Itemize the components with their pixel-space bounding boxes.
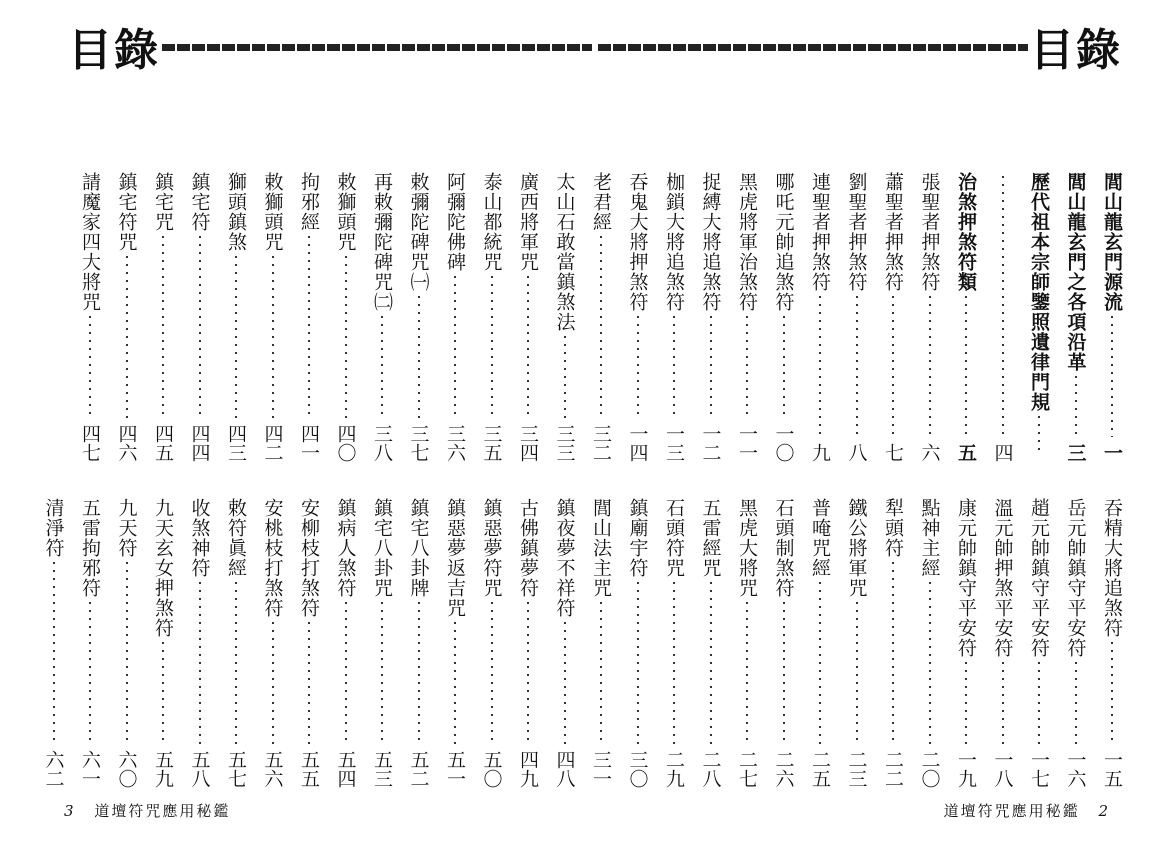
toc-entry-page: 四〇 (334, 424, 357, 462)
toc-entry-title: 安柳枝打煞符 (298, 498, 320, 618)
toc-entry-page: 一五 (1101, 750, 1123, 788)
toc-entry-page: 一七 (1028, 750, 1050, 788)
toc-entry (188, 498, 212, 788)
toc-entry-page: 一九 (955, 750, 977, 788)
toc-entry-title: 鐵公將軍咒 (845, 498, 868, 598)
toc-entry-page: 四五 (152, 424, 174, 462)
toc-entry-title: 鎮宅八卦咒 (371, 498, 393, 598)
dot-leader (126, 562, 128, 744)
dot-leader (746, 316, 748, 418)
dot-leader (673, 316, 675, 418)
toc-entry (407, 172, 431, 462)
toc-entry (772, 172, 796, 462)
toc-entry (115, 172, 139, 462)
dot-leader (1002, 662, 1004, 744)
toc-entry-page: 六一 (79, 750, 101, 788)
dot-leader (965, 296, 967, 437)
toc-entry-page: 四九 (517, 750, 539, 788)
toc-entry-page: 三〇 (626, 750, 649, 788)
dot-leader (673, 582, 675, 744)
dot-leader (345, 256, 347, 418)
toc-entry-title: 閭山龍玄門源流 (1101, 172, 1123, 312)
dot-leader (381, 316, 383, 418)
toc-entry (954, 498, 978, 788)
toc-entry-title: 石頭制煞符 (772, 498, 795, 598)
dot-leader (418, 296, 420, 418)
title-rule-right (598, 44, 1028, 51)
dot-leader (162, 642, 164, 744)
toc-entry (772, 498, 796, 788)
toc-entry-page: 一〇 (772, 424, 795, 462)
dot-leader (819, 582, 821, 744)
toc-entry-title: 鎮病人煞符 (334, 498, 357, 598)
toc-entry-title: 九天符 (115, 498, 138, 558)
footer-left (52, 800, 230, 821)
toc-entry (991, 172, 1015, 462)
toc-entry (589, 172, 613, 462)
toc-entry (42, 498, 66, 788)
toc-entry (297, 172, 321, 462)
toc-entry-page: 一六 (1064, 750, 1087, 788)
toc-entry-page: 八 (845, 443, 868, 462)
toc-entry-title: 普唵咒經 (809, 498, 831, 578)
toc-entry-page: 四八 (553, 750, 576, 788)
toc-entry (735, 172, 759, 462)
toc-entry (662, 172, 686, 462)
toc-entry-page: 五三 (371, 750, 393, 788)
dot-leader (235, 256, 237, 418)
dot-leader (564, 622, 566, 744)
toc-entry (224, 172, 248, 462)
toc-entry-page: 一三 (663, 424, 685, 462)
toc-entry-page: 五 (955, 443, 977, 462)
toc-entry-page: 一二 (699, 424, 722, 462)
dot-leader (1111, 316, 1113, 437)
toc-entry-title: 吞精大將追煞符 (1101, 498, 1123, 638)
toc-entry (662, 498, 686, 788)
toc-entry (626, 172, 650, 462)
toc-entry-page: 五八 (188, 750, 211, 788)
toc-entry-title: 收煞神符 (188, 498, 211, 578)
toc-entry-page: 六 (918, 443, 941, 462)
toc-entry-page: 三二 (590, 424, 612, 462)
toc-entry (881, 498, 905, 788)
toc-entry-title: 捉縛大將追煞符 (699, 172, 722, 312)
toc-entry-page: 二〇 (918, 750, 941, 788)
toc-entry (918, 498, 942, 788)
toc-entry (334, 498, 358, 788)
book-title-left: 道壇符咒應用秘鑑 (94, 802, 231, 820)
toc-entry-page: 五七 (225, 750, 247, 788)
toc-entry (188, 172, 212, 462)
toc-entry-title: 歷代祖本宗師鑒照遺律門規 (1028, 172, 1050, 412)
dot-leader (856, 602, 858, 744)
toc-entry-page: 五六 (261, 750, 284, 788)
toc-entry-title: 劉聖者押煞符 (845, 172, 868, 292)
toc-entry-title: 趙元帥鎮守平安符 (1028, 498, 1050, 658)
toc-entry-page: 一八 (991, 750, 1014, 788)
toc-entry-title: 鎮宅符咒 (115, 172, 138, 252)
toc-entry-title: 古佛鎮夢符 (517, 498, 539, 598)
toc-entry (626, 498, 650, 788)
toc-entry-page: 三五 (480, 424, 503, 462)
title-rule-left (162, 44, 592, 51)
toc-entry (845, 498, 869, 788)
toc-entry-title: 敕符眞經 (225, 498, 247, 578)
toc-entry-page: 三 (1064, 443, 1087, 462)
toc-entry-title: 再敕彌陀碑咒㈡ (371, 172, 393, 312)
toc-entry-page: 一一 (736, 424, 758, 462)
toc-entry-page: 一四 (626, 424, 649, 462)
dot-leader (1002, 176, 1004, 437)
toc-entry-page: 二二 (882, 750, 904, 788)
dot-leader (491, 602, 493, 744)
toc-entry (261, 172, 285, 462)
toc-entry-page: 三六 (444, 424, 466, 462)
dot-leader (892, 296, 894, 437)
toc-entry-title: 太山石敢當鎮煞法 (553, 172, 576, 332)
toc-entry (1064, 172, 1088, 462)
dot-leader (89, 316, 91, 418)
dot-leader (345, 602, 347, 744)
page-number-right: 2 (1098, 802, 1110, 820)
dot-leader (381, 602, 383, 744)
toc-entry-title: 鎮夜夢不祥符 (553, 498, 576, 618)
toc-entry (991, 498, 1015, 788)
toc-entry-page: 五二 (407, 750, 430, 788)
toc-entry-page: 五一 (444, 750, 466, 788)
dot-leader (235, 582, 237, 744)
toc-entry-title: 溫元帥押煞平安符 (991, 498, 1014, 658)
dot-leader (126, 256, 128, 418)
toc-entry (845, 172, 869, 462)
toc-entry (78, 172, 102, 462)
dot-leader (162, 236, 164, 418)
toc-entry-page: 三三 (553, 424, 576, 462)
toc-entry-page: 七 (882, 443, 904, 462)
toc-entry-title: 五雷經咒 (699, 498, 722, 578)
toc-entry (297, 498, 321, 788)
toc-entry-title: 阿彌陀佛碑 (444, 172, 466, 272)
toc-entry-title: 廣西將軍咒 (517, 172, 539, 272)
footer-right (944, 800, 1122, 821)
dot-leader (1075, 376, 1077, 437)
toc-entry (480, 498, 504, 788)
toc-entry-title: 點神主經 (918, 498, 941, 578)
toc-entry-title: 石頭符咒 (663, 498, 685, 578)
dot-leader (892, 562, 894, 744)
toc-entry-title: 蕭聖者押煞符 (882, 172, 904, 292)
dot-leader (1038, 662, 1040, 744)
toc-entry (370, 172, 394, 462)
toc-entry-title: 岳元帥鎮守平安符 (1064, 498, 1087, 658)
dot-leader (199, 236, 201, 418)
toc-entry-title: 安桃枝打煞符 (261, 498, 284, 618)
toc-entry-title: 五雷拘邪符 (79, 498, 101, 598)
dot-leader (929, 582, 931, 744)
toc-entry-title: 哪吒元帥追煞符 (772, 172, 795, 312)
toc-entry-page: 五九 (152, 750, 174, 788)
toc-entry (115, 498, 139, 788)
toc-entry (1027, 172, 1051, 462)
toc-entry (151, 498, 175, 788)
dot-leader (1038, 416, 1040, 456)
toc-entry (735, 498, 759, 788)
toc-entry (516, 172, 540, 462)
toc-entry-title: 敕獅頭咒 (261, 172, 284, 252)
toc-entry-title: 鎮惡夢符咒 (480, 498, 503, 598)
toc-entry-title: 康元帥鎮守平安符 (955, 498, 977, 658)
toc-entry-title: 犁頭符 (882, 498, 904, 558)
toc-entry (151, 172, 175, 462)
dot-leader (929, 296, 931, 437)
toc-entry-page: 四三 (225, 424, 247, 462)
toc-entry-page: 一 (1101, 443, 1123, 462)
toc-entry (224, 498, 248, 788)
toc-entry-title: 九天玄女押煞符 (152, 498, 174, 638)
page-number-left: 3 (64, 802, 76, 820)
dot-leader (418, 602, 420, 744)
toc-entry (78, 498, 102, 788)
toc-entry (516, 498, 540, 788)
toc-entry (1100, 498, 1124, 788)
page-title-right: 目錄 (1030, 25, 1122, 76)
toc-entry-page: 五四 (334, 750, 357, 788)
toc-entry-title: 張聖者押煞符 (918, 172, 941, 292)
toc-entry-page: 四四 (188, 424, 211, 462)
dot-leader (965, 662, 967, 744)
toc-entry-title: 老君經 (590, 172, 612, 232)
toc-entry (407, 498, 431, 788)
toc-entry (334, 172, 358, 462)
dot-leader (710, 582, 712, 744)
toc-entry-page: 六〇 (115, 750, 138, 788)
toc-entry-title: 鎮宅八卦牌 (407, 498, 430, 598)
page-title-left: 目錄 (68, 25, 160, 76)
toc-entry-title: 鎮宅咒 (152, 172, 174, 232)
toc-entry (918, 172, 942, 462)
toc-entry-title: 黑虎將軍治煞符 (736, 172, 758, 312)
toc-entry-page: 二八 (699, 750, 722, 788)
dot-leader (819, 296, 821, 437)
toc-entry-title: 鎮宅符 (188, 172, 211, 232)
dot-leader (637, 316, 639, 418)
dot-leader (856, 296, 858, 437)
toc-entry (553, 498, 577, 788)
toc-entry-page: 二五 (809, 750, 831, 788)
dot-leader (783, 316, 785, 418)
toc-entry-title: 拘邪經 (298, 172, 320, 232)
dot-leader (308, 622, 310, 744)
toc-entry-page: 四一 (298, 424, 320, 462)
toc-entry-page: 二七 (736, 750, 758, 788)
dot-leader (491, 276, 493, 418)
toc-entry-page: 二六 (772, 750, 795, 788)
dot-leader (454, 622, 456, 744)
dot-leader (308, 236, 310, 418)
toc-entry (1100, 172, 1124, 462)
toc-entry-page: 三一 (590, 750, 612, 788)
toc-entry-page: 四二 (261, 424, 284, 462)
toc-entry (954, 172, 978, 462)
toc-entry-title: 泰山都統咒 (480, 172, 503, 272)
dot-leader (1111, 642, 1113, 744)
toc-entry-page: 五〇 (480, 750, 503, 788)
dot-leader (53, 562, 55, 744)
toc-entry-title: 請魔家四大將咒 (79, 172, 101, 312)
toc-entry-page: 二三 (845, 750, 868, 788)
toc-entry-title: 閭山法主咒 (590, 498, 612, 598)
toc-entry (370, 498, 394, 788)
toc-entry (881, 172, 905, 462)
toc-entry-title: 清淨符 (42, 498, 65, 558)
toc-entry-page: 九 (809, 443, 831, 462)
toc-entry-page: 三八 (371, 424, 393, 462)
toc-entry (480, 172, 504, 462)
toc-entry-title: 獅頭鎮煞 (225, 172, 247, 252)
toc-entry (261, 498, 285, 788)
dot-leader (272, 256, 274, 418)
toc-entry-title: 敕彌陀碑咒㈠ (407, 172, 430, 292)
toc-entry-title: 敕獅頭咒 (334, 172, 357, 252)
toc-entry (443, 498, 467, 788)
toc-entry (808, 172, 832, 462)
toc-entry-title: 鎮惡夢返吉咒 (444, 498, 466, 618)
toc-entry (699, 498, 723, 788)
toc-entry (1064, 498, 1088, 788)
toc-entry (553, 172, 577, 462)
dot-leader (600, 602, 602, 744)
toc-entry-page: 四 (991, 443, 1014, 462)
toc-entry-page: 四六 (115, 424, 138, 462)
toc-entry-title: 閭山龍玄門之各項沿革 (1064, 172, 1087, 372)
dot-leader (564, 336, 566, 418)
toc-entry-page: 四七 (79, 424, 101, 462)
toc-entry-title: 治煞押煞符類 (955, 172, 977, 292)
dot-leader (710, 316, 712, 418)
dot-leader (199, 582, 201, 744)
dot-leader (89, 602, 91, 744)
toc-entry-page: 二九 (663, 750, 685, 788)
toc-entry-title: 吞鬼大將押煞符 (626, 172, 649, 312)
toc-entry-page: 三七 (407, 424, 430, 462)
dot-leader (746, 602, 748, 744)
toc-entry-page: 三四 (517, 424, 539, 462)
dot-leader (783, 602, 785, 744)
dot-leader (527, 276, 529, 418)
toc-entry-title: 枷鎖大將追煞符 (663, 172, 685, 312)
dot-leader (1075, 662, 1077, 744)
toc-entry (808, 498, 832, 788)
toc-entry (589, 498, 613, 788)
toc-entry (699, 172, 723, 462)
dot-leader (272, 622, 274, 744)
book-title-right: 道壇符咒應用秘鑑 (943, 802, 1080, 820)
dot-leader (600, 236, 602, 418)
dot-leader (454, 276, 456, 418)
toc-entry-title: 黑虎大將咒 (736, 498, 758, 598)
toc-entry-page: 六二 (42, 750, 65, 788)
toc-entry-title: 鎮廟宇符 (626, 498, 649, 578)
toc-entry (1027, 498, 1051, 788)
dot-leader (637, 582, 639, 744)
toc-entry-page: 五五 (298, 750, 320, 788)
toc-entry (443, 172, 467, 462)
toc-entry-title: 連聖者押煞符 (809, 172, 831, 292)
dot-leader (527, 602, 529, 744)
